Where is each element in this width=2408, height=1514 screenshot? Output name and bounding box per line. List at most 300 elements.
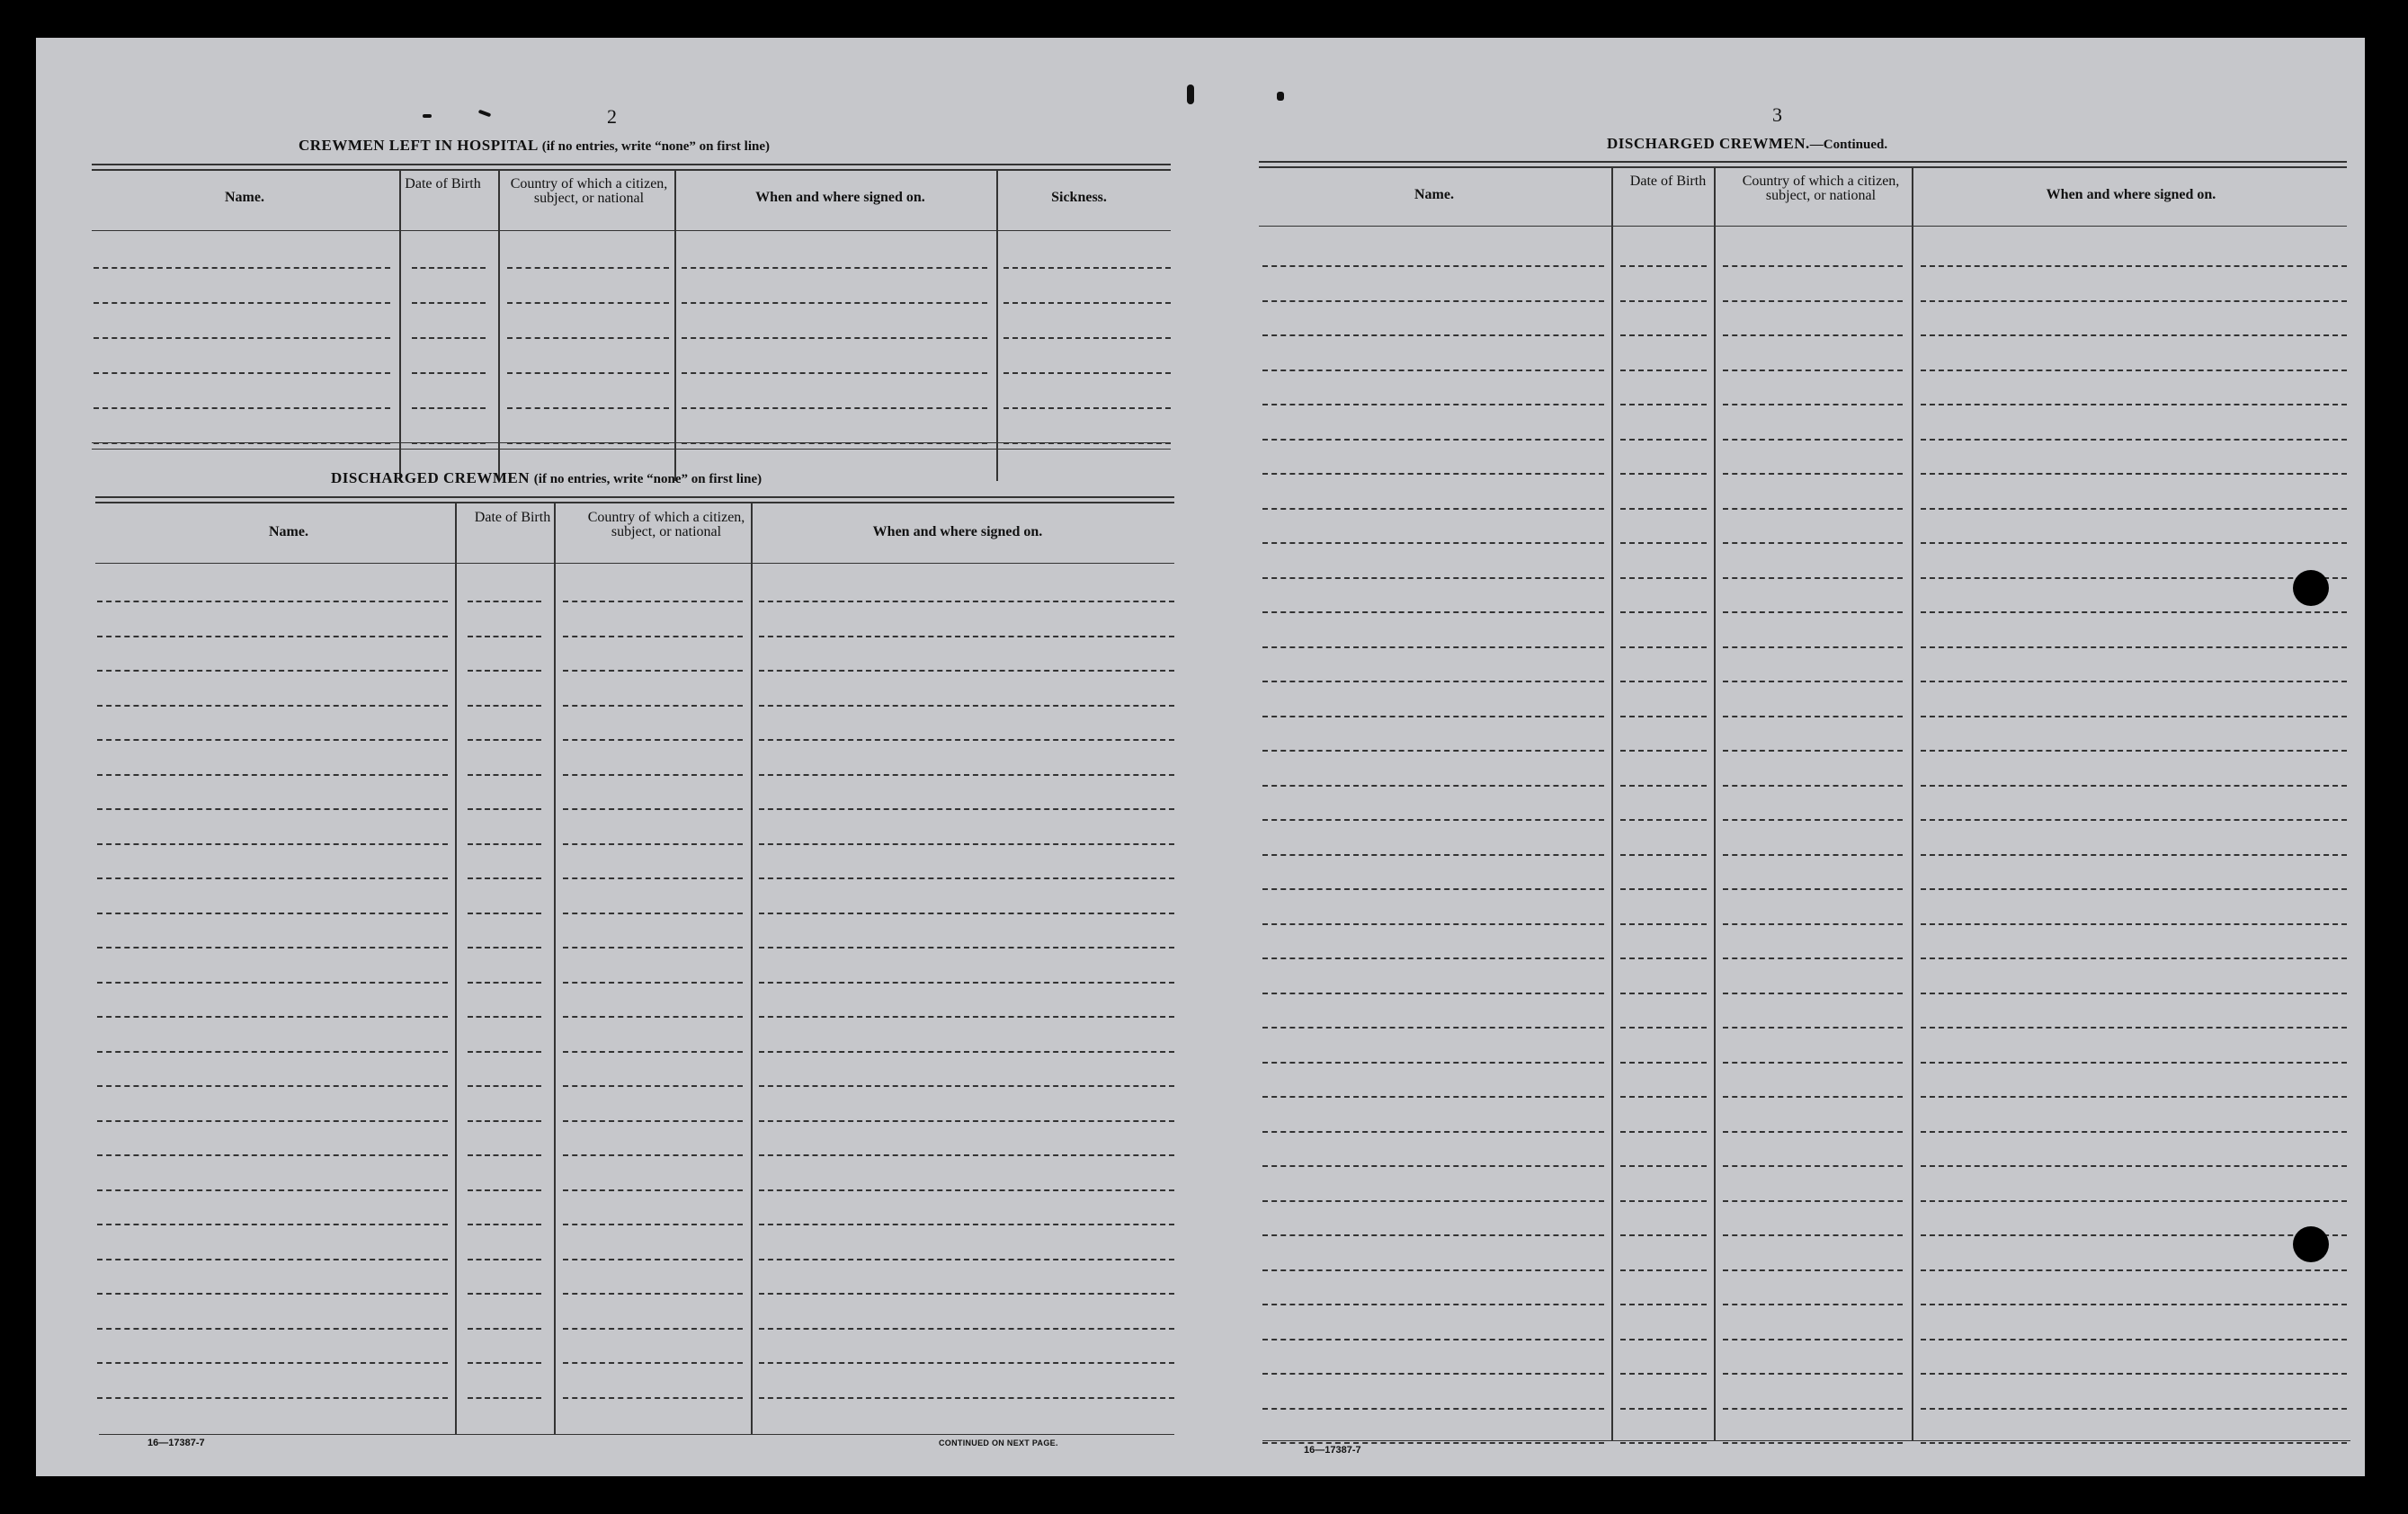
entry-line[interactable] (1620, 888, 1707, 890)
hospital-bottom-rule (92, 442, 1171, 443)
entry-line[interactable] (1620, 957, 1707, 959)
entry-line[interactable] (759, 1362, 1174, 1364)
entry-line[interactable] (468, 670, 541, 672)
entry-line[interactable] (507, 267, 669, 269)
entry-line[interactable] (97, 739, 448, 741)
entry-line[interactable] (468, 843, 541, 845)
entry-line[interactable] (1620, 646, 1707, 648)
entry-line[interactable] (1921, 1062, 2347, 1064)
entry-line[interactable] (468, 877, 541, 879)
form-code: 16—17387-7 (1304, 1445, 1361, 1456)
entry-line[interactable] (468, 1328, 541, 1330)
entry-line[interactable] (97, 877, 448, 879)
entry-line[interactable] (563, 1085, 743, 1087)
entry-line[interactable] (1620, 1339, 1707, 1340)
entry-line[interactable] (97, 705, 448, 707)
entry-line[interactable] (94, 302, 390, 304)
entry-line[interactable] (1262, 923, 1604, 925)
page-number: 3 (1772, 103, 1782, 126)
entry-line[interactable] (563, 982, 743, 984)
entry-line[interactable] (1620, 1269, 1707, 1271)
entry-line[interactable] (97, 1051, 448, 1053)
entry-line[interactable] (1262, 1165, 1604, 1167)
entry-line[interactable] (1921, 957, 2347, 959)
entry-line[interactable] (1262, 957, 1604, 959)
entry-line[interactable] (1620, 785, 1707, 787)
entry-line[interactable] (97, 1362, 448, 1364)
entry-line[interactable] (1262, 542, 1604, 544)
entry-line[interactable] (1723, 439, 1903, 441)
entry-line[interactable] (1921, 888, 2347, 890)
entry-line[interactable] (1723, 265, 1903, 267)
entry-line[interactable] (563, 913, 743, 914)
right-vline (1912, 168, 1913, 1440)
entry-line[interactable] (97, 601, 448, 602)
entry-line[interactable] (1723, 819, 1903, 821)
ink-speck (1187, 85, 1194, 104)
entry-line[interactable] (1723, 1442, 1903, 1444)
entry-line[interactable] (1921, 1200, 2347, 1202)
entry-line[interactable] (1620, 1442, 1707, 1444)
entry-line[interactable] (1620, 1062, 1707, 1064)
entry-line[interactable] (1921, 681, 2347, 682)
entry-line[interactable] (468, 947, 541, 948)
entry-line[interactable] (97, 1328, 448, 1330)
entry-line[interactable] (1723, 300, 1903, 302)
entry-line[interactable] (759, 1051, 1174, 1053)
entry-line[interactable] (682, 267, 987, 269)
entry-line[interactable] (1003, 372, 1171, 374)
entry-line[interactable] (1723, 1200, 1903, 1202)
entry-line[interactable] (759, 877, 1174, 879)
entry-line[interactable] (1723, 370, 1903, 371)
entry-line[interactable] (1723, 923, 1903, 925)
entry-line[interactable] (1262, 1062, 1604, 1064)
entry-line[interactable] (468, 808, 541, 810)
entry-line[interactable] (468, 636, 541, 637)
entry-line[interactable] (468, 601, 541, 602)
entry-line[interactable] (1262, 819, 1604, 821)
entry-line[interactable] (682, 372, 987, 374)
hospital-col-name: Name. (225, 190, 264, 205)
entry-line[interactable] (1003, 407, 1171, 409)
entry-line[interactable] (1262, 1027, 1604, 1029)
entry-line[interactable] (1723, 716, 1903, 717)
entry-line[interactable] (1620, 854, 1707, 856)
entry-line[interactable] (759, 982, 1174, 984)
entry-line[interactable] (1262, 993, 1604, 994)
entry-line[interactable] (97, 1154, 448, 1156)
entry-line[interactable] (1723, 577, 1903, 579)
entry-line[interactable] (507, 337, 669, 339)
entry-line[interactable] (468, 1016, 541, 1018)
entry-line[interactable] (1723, 1373, 1903, 1375)
entry-line[interactable] (1723, 404, 1903, 405)
entry-line[interactable] (412, 372, 486, 374)
entry-line[interactable] (97, 1016, 448, 1018)
discharged-top-rule-2 (95, 502, 1174, 503)
entry-line[interactable] (1723, 957, 1903, 959)
entry-line[interactable] (1921, 1131, 2347, 1133)
discharged-col-name: Name. (269, 524, 308, 539)
entry-line[interactable] (1921, 265, 2347, 267)
entry-line[interactable] (759, 1293, 1174, 1295)
entry-line[interactable] (1620, 1096, 1707, 1098)
entry-line[interactable] (1262, 1131, 1604, 1133)
entry-line[interactable] (507, 372, 669, 374)
entry-line[interactable] (759, 808, 1174, 810)
entry-line[interactable] (1262, 1304, 1604, 1305)
entry-line[interactable] (1620, 1165, 1707, 1167)
entry-line[interactable] (1620, 577, 1707, 579)
hospital-col-country: Country of which a citizen, subject, or national (510, 176, 668, 206)
entry-line[interactable] (1723, 750, 1903, 752)
entry-line[interactable] (1921, 334, 2347, 336)
entry-line[interactable] (1620, 993, 1707, 994)
entry-line[interactable] (682, 407, 987, 409)
entry-line[interactable] (1262, 1269, 1604, 1271)
continued-section-title (1607, 135, 1887, 153)
entry-line[interactable] (563, 1224, 743, 1225)
entry-line[interactable] (1723, 508, 1903, 510)
entry-line[interactable] (1620, 300, 1707, 302)
entry-line[interactable] (97, 1189, 448, 1191)
entry-line[interactable] (1723, 542, 1903, 544)
hospital-col-signed: When and where signed on. (755, 190, 925, 205)
entry-line[interactable] (97, 774, 448, 776)
entry-line[interactable] (1620, 439, 1707, 441)
entry-line[interactable] (1262, 611, 1604, 613)
entry-line[interactable] (1262, 1373, 1604, 1375)
entry-line[interactable] (94, 407, 390, 409)
entry-line[interactable] (759, 1397, 1174, 1399)
entry-line[interactable] (1921, 1269, 2347, 1271)
discharged-bottom-rule (99, 1434, 1174, 1435)
entry-line[interactable] (1921, 1339, 2347, 1340)
entry-line[interactable] (1723, 1304, 1903, 1305)
punch-hole (2293, 570, 2329, 606)
entry-line[interactable] (1921, 1234, 2347, 1236)
entry-line[interactable] (1921, 300, 2347, 302)
entry-line[interactable] (1262, 785, 1604, 787)
entry-line[interactable] (759, 739, 1174, 741)
entry-line[interactable] (1003, 267, 1171, 269)
discharged-vline (554, 503, 556, 1434)
entry-line[interactable] (1723, 681, 1903, 682)
entry-line[interactable] (563, 1362, 743, 1364)
entry-line[interactable] (97, 1120, 448, 1122)
right-top-rule (1259, 161, 2347, 163)
entry-line[interactable] (1262, 265, 1604, 267)
entry-line[interactable] (563, 774, 743, 776)
hospital-top-rule-2 (92, 169, 1171, 171)
entry-line[interactable] (1723, 1408, 1903, 1410)
entry-line[interactable] (468, 739, 541, 741)
entry-line[interactable] (759, 601, 1174, 602)
ink-speck (423, 114, 432, 118)
entry-line[interactable] (1262, 716, 1604, 717)
right-vline (1611, 168, 1613, 1440)
entry-line[interactable] (1921, 577, 2347, 579)
entry-line[interactable] (468, 705, 541, 707)
entry-line[interactable] (1723, 854, 1903, 856)
entry-line[interactable] (1262, 854, 1604, 856)
entry-line[interactable] (1723, 1339, 1903, 1340)
entry-line[interactable] (1921, 993, 2347, 994)
entry-line[interactable] (1723, 334, 1903, 336)
discharged-title-text: DISCHARGED CREWMEN (331, 469, 531, 486)
hospital-title-text: CREWMEN LEFT IN HOSPITAL (299, 137, 538, 154)
entry-line[interactable] (759, 1328, 1174, 1330)
entry-line[interactable] (759, 1016, 1174, 1018)
discharged-top-rule (95, 496, 1174, 498)
entry-line[interactable] (1262, 404, 1604, 405)
entry-line[interactable] (1620, 1131, 1707, 1133)
entry-line[interactable] (563, 1397, 743, 1399)
entry-line[interactable] (759, 1085, 1174, 1087)
discharged-header-rule (95, 563, 1174, 564)
entry-line[interactable] (563, 1293, 743, 1295)
entry-line[interactable] (94, 267, 390, 269)
entry-line[interactable] (1262, 473, 1604, 475)
entry-line[interactable] (1620, 1200, 1707, 1202)
entry-line[interactable] (1620, 1408, 1707, 1410)
entry-line[interactable] (97, 947, 448, 948)
entry-line[interactable] (563, 1154, 743, 1156)
discharged-col-country: Country of which a citizen, subject, or national (587, 510, 745, 539)
entry-line[interactable] (1620, 473, 1707, 475)
right-col-name: Name. (1414, 187, 1454, 202)
entry-line[interactable] (468, 1293, 541, 1295)
entry-line[interactable] (97, 808, 448, 810)
entry-line[interactable] (468, 1189, 541, 1191)
entry-line[interactable] (759, 670, 1174, 672)
entry-line[interactable] (97, 1293, 448, 1295)
entry-line[interactable] (1921, 508, 2347, 510)
continued-title-text: DISCHARGED CREWMEN. (1607, 135, 1810, 152)
entry-line[interactable] (1620, 716, 1707, 717)
entry-line[interactable] (1262, 1339, 1604, 1340)
entry-line[interactable] (759, 1154, 1174, 1156)
entry-line[interactable] (563, 1051, 743, 1053)
entry-line[interactable] (412, 337, 486, 339)
entry-line[interactable] (759, 1189, 1174, 1191)
entry-line[interactable] (1262, 334, 1604, 336)
entry-line[interactable] (1262, 1234, 1604, 1236)
entry-line[interactable] (1921, 1096, 2347, 1098)
entry-line[interactable] (1620, 542, 1707, 544)
entry-line[interactable] (1620, 1304, 1707, 1305)
entry-line[interactable] (682, 302, 987, 304)
entry-line[interactable] (1262, 1200, 1604, 1202)
entry-line[interactable] (1921, 1027, 2347, 1029)
entry-line[interactable] (1620, 265, 1707, 267)
entry-line[interactable] (1723, 1234, 1903, 1236)
entry-line[interactable] (1723, 1062, 1903, 1064)
entry-line[interactable] (97, 636, 448, 637)
entry-line[interactable] (468, 1397, 541, 1399)
entry-line[interactable] (759, 636, 1174, 637)
entry-line[interactable] (1620, 819, 1707, 821)
entry-line[interactable] (468, 982, 541, 984)
entry-line[interactable] (97, 670, 448, 672)
hospital-vline (399, 171, 401, 481)
entry-line[interactable] (1620, 1373, 1707, 1375)
entry-line[interactable] (97, 1259, 448, 1260)
entry-line[interactable] (1262, 508, 1604, 510)
entry-line[interactable] (1262, 300, 1604, 302)
entry-line[interactable] (1723, 473, 1903, 475)
entry-line[interactable] (1921, 1442, 2347, 1444)
entry-line[interactable] (1921, 750, 2347, 752)
entry-line[interactable] (759, 843, 1174, 845)
entry-line[interactable] (468, 913, 541, 914)
entry-line[interactable] (1921, 439, 2347, 441)
entry-line[interactable] (1003, 302, 1171, 304)
entry-line[interactable] (563, 947, 743, 948)
entry-line[interactable] (759, 947, 1174, 948)
entry-line[interactable] (1620, 1234, 1707, 1236)
hospital-bottom-rule-2 (92, 449, 1171, 450)
entry-line[interactable] (97, 982, 448, 984)
entry-line[interactable] (468, 1154, 541, 1156)
hospital-title-note: (if no entries, write “none” on first line) (541, 139, 770, 154)
entry-line[interactable] (563, 705, 743, 707)
entry-line[interactable] (759, 1224, 1174, 1225)
entry-line[interactable] (1262, 1442, 1604, 1444)
right-top-rule-2 (1259, 166, 2347, 168)
right-header-rule (1259, 226, 2347, 227)
form-code: 16—17387-7 (147, 1438, 205, 1448)
entry-line[interactable] (1262, 439, 1604, 441)
entry-line[interactable] (1723, 1027, 1903, 1029)
entry-line[interactable] (468, 1120, 541, 1122)
entry-line[interactable] (507, 302, 669, 304)
hospital-col-sickness: Sickness. (1051, 190, 1107, 205)
entry-line[interactable] (1723, 785, 1903, 787)
entry-line[interactable] (1003, 337, 1171, 339)
entry-line[interactable] (1262, 681, 1604, 682)
entry-line[interactable] (412, 302, 486, 304)
entry-line[interactable] (94, 372, 390, 374)
entry-line[interactable] (1921, 611, 2347, 613)
entry-line[interactable] (1921, 819, 2347, 821)
entry-line[interactable] (759, 913, 1174, 914)
entry-line[interactable] (563, 1259, 743, 1260)
entry-line[interactable] (1921, 1373, 2347, 1375)
entry-line[interactable] (1723, 888, 1903, 890)
entry-line[interactable] (1921, 1165, 2347, 1167)
entry-line[interactable] (1723, 646, 1903, 648)
entry-line[interactable] (97, 1224, 448, 1225)
entry-line[interactable] (682, 337, 987, 339)
entry-line[interactable] (468, 1259, 541, 1260)
entry-line[interactable] (1921, 646, 2347, 648)
entry-line[interactable] (563, 670, 743, 672)
entry-line[interactable] (97, 843, 448, 845)
entry-line[interactable] (1620, 1027, 1707, 1029)
entry-line[interactable] (1262, 370, 1604, 371)
entry-line[interactable] (563, 739, 743, 741)
entry-line[interactable] (468, 1362, 541, 1364)
entry-line[interactable] (759, 1259, 1174, 1260)
entry-line[interactable] (759, 1120, 1174, 1122)
entry-line[interactable] (563, 1328, 743, 1330)
entry-line[interactable] (94, 337, 390, 339)
entry-line[interactable] (97, 913, 448, 914)
entry-line[interactable] (1921, 1304, 2347, 1305)
entry-line[interactable] (1620, 923, 1707, 925)
entry-line[interactable] (412, 267, 486, 269)
entry-line[interactable] (1620, 681, 1707, 682)
entry-line[interactable] (1921, 404, 2347, 405)
entry-line[interactable] (1620, 611, 1707, 613)
entry-line[interactable] (1262, 1408, 1604, 1410)
entry-line[interactable] (563, 636, 743, 637)
entry-line[interactable] (563, 1120, 743, 1122)
entry-line[interactable] (563, 808, 743, 810)
entry-line[interactable] (1262, 888, 1604, 890)
entry-line[interactable] (1921, 785, 2347, 787)
entry-line[interactable] (1620, 334, 1707, 336)
entry-line[interactable] (563, 1189, 743, 1191)
entry-line[interactable] (1723, 1096, 1903, 1098)
entry-line[interactable] (1921, 542, 2347, 544)
entry-line[interactable] (1723, 1131, 1903, 1133)
entry-line[interactable] (507, 407, 669, 409)
continued-note: CONTINUED ON NEXT PAGE. (939, 1438, 1058, 1447)
entry-line[interactable] (1921, 716, 2347, 717)
entry-line[interactable] (1921, 854, 2347, 856)
entry-line[interactable] (1262, 646, 1604, 648)
entry-line[interactable] (1921, 923, 2347, 925)
entry-line[interactable] (1262, 1096, 1604, 1098)
entry-line[interactable] (1620, 404, 1707, 405)
entry-line[interactable] (1921, 1408, 2347, 1410)
discharged-col-dob: Date of Birth (474, 510, 551, 525)
entry-line[interactable] (1723, 1269, 1903, 1271)
entry-line[interactable] (468, 1224, 541, 1225)
page-number: 2 (607, 105, 617, 128)
entry-line[interactable] (97, 1085, 448, 1087)
entry-line[interactable] (1262, 750, 1604, 752)
entry-line[interactable] (1620, 750, 1707, 752)
entry-line[interactable] (468, 1051, 541, 1053)
right-col-dob: Date of Birth (1629, 174, 1707, 189)
entry-line[interactable] (97, 1397, 448, 1399)
discharged-section-title (331, 469, 762, 487)
entry-line[interactable] (468, 1085, 541, 1087)
entry-line[interactable] (1620, 370, 1707, 371)
entry-line[interactable] (563, 1016, 743, 1018)
entry-line[interactable] (563, 843, 743, 845)
entry-line[interactable] (1723, 611, 1903, 613)
entry-line[interactable] (1921, 473, 2347, 475)
entry-line[interactable] (759, 705, 1174, 707)
ink-speck (1277, 92, 1284, 101)
entry-line[interactable] (1723, 1165, 1903, 1167)
entry-line[interactable] (412, 407, 486, 409)
entry-line[interactable] (1620, 508, 1707, 510)
entry-line[interactable] (759, 774, 1174, 776)
entry-line[interactable] (563, 877, 743, 879)
entry-line[interactable] (563, 601, 743, 602)
entry-line[interactable] (1262, 577, 1604, 579)
entry-line[interactable] (1723, 993, 1903, 994)
entry-line[interactable] (468, 774, 541, 776)
entry-line[interactable] (1921, 370, 2347, 371)
right-page (1205, 38, 2365, 1476)
